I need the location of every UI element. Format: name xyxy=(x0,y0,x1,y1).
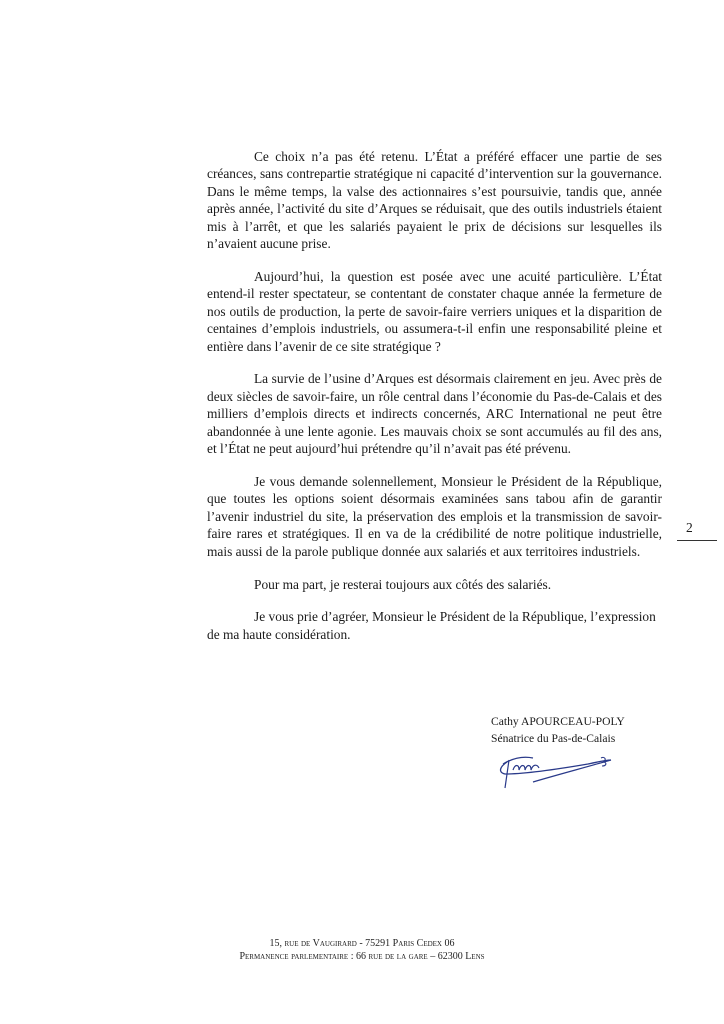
footer-address-paris: 15, rue de Vaugirard - 75291 Paris Cedex 06 xyxy=(269,938,455,949)
paragraph-3: La survie de l’usine d’Arques est désormais clairement en jeu. Avec près de deux siècles de savoir-faire, un rôle central dans l’économie du Pas-de-Calais et des milliers d’emplois directs et indirects concernés, ARC International ne peut être abandonnée à une lente agonie. Les mauvais choix se sont accumulés au fil des ans, et l’État ne peut aujourd’hui prétendre qu’il n’avait pas été prévenu. xyxy=(207,371,662,457)
paragraph-5: Pour ma part, je resterai toujours aux côtés des salariés. xyxy=(254,576,552,592)
closing-formula: Je vous prie d’agréer, Monsieur le Président de la République, l’expression de ma haute considération. xyxy=(207,609,656,642)
signatory-name: Cathy APOURCEAU-POLY xyxy=(491,715,625,728)
paragraph-2: Aujourd’hui, la question est posée avec une acuité particulière. L’État entend-il rester spectateur, se contentant de constater chaque année la fermeture de nos outils de production, la perte de savoir-faire verriers uniques et la disparition de centaines d’emplois industriels, ou assumera-t-il enfin une responsabilité pleine et entière dans l’avenir de ce site stratégique ? xyxy=(207,268,662,354)
signature-block xyxy=(491,713,625,747)
paragraph-4: Je vous demande solennellement, Monsieur le Président de la République, que toutes les options soient désormais examinées sans tabou afin de garantir l’avenir industriel du site, la préservation des emplois et la transmission de savoir-faire rares et stratégiques. Il en va de la crédibilité de notre politique industrielle, mais aussi de la parole publique donnée aux salariés et aux territoires industriels. xyxy=(207,474,662,559)
footer-address-lens: Permanence parlementaire : 66 rue de la gare – 62300 Lens xyxy=(239,950,485,962)
letterhead-footer xyxy=(0,938,724,963)
paragraph-1: Ce choix n’a pas été retenu. L’État a préféré effacer une partie de ses créances, sans contrepartie stratégique ni capacité d’intervention sur la gouvernance. Dans le même temps, la valse des actionnaires s’est poursuivie, tandis que, année après année, l’activité du site d’Arques se réduisait, que des outils industriels étaient mis à l’arrêt, et que les salariés payaient le prix de décisions sur lesquelles ils n’avaient aucune prise. xyxy=(207,149,662,252)
page-number-rule xyxy=(677,540,717,541)
page-number: 2 xyxy=(686,520,693,535)
handwritten-signature xyxy=(493,752,613,792)
signatory-title: Sénatrice du Pas-de-Calais xyxy=(491,732,616,745)
letter-body xyxy=(207,148,662,659)
